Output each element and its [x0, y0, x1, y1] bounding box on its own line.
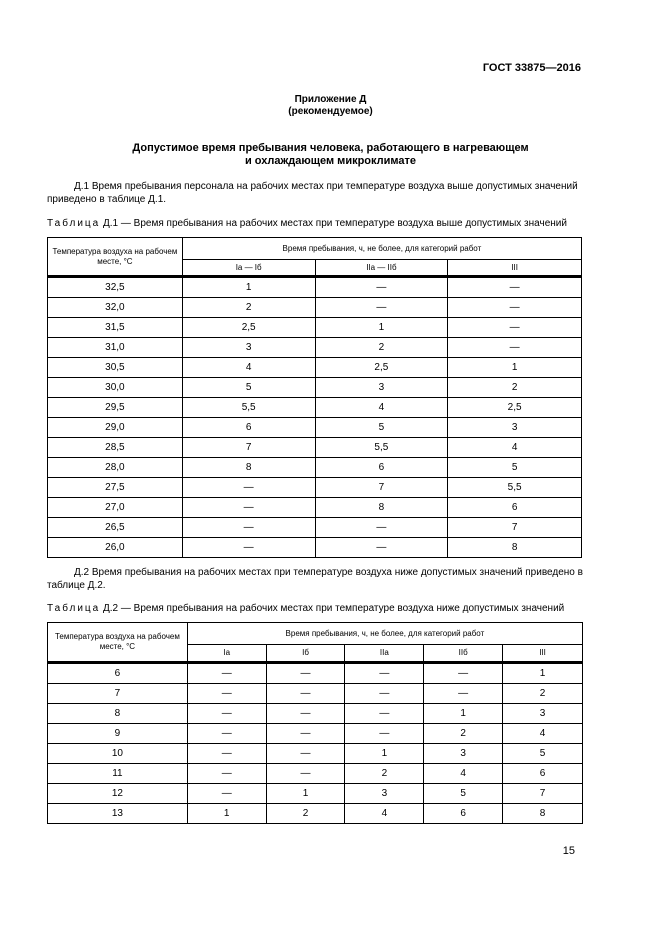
duration-cell: 7	[182, 438, 315, 458]
duration-cell: 6	[503, 764, 583, 784]
duration-cell: 3	[182, 338, 315, 358]
duration-cell: —	[315, 518, 448, 538]
table1-cat-2: IIа — IIб	[315, 260, 448, 277]
table2-cat-5: III	[503, 645, 583, 663]
table-row	[48, 438, 582, 458]
temperature-cell: 27,0	[48, 498, 183, 518]
duration-cell: 3	[315, 378, 448, 398]
temperature-cell: 11	[48, 764, 188, 784]
table1-caption-label: Таблица	[47, 218, 101, 229]
table2-cat-4: IIб	[424, 645, 503, 663]
duration-cell: —	[182, 538, 315, 558]
duration-cell: 3	[345, 784, 424, 804]
duration-cell: —	[448, 298, 582, 318]
duration-cell: 8	[448, 538, 582, 558]
table-row	[48, 684, 583, 704]
table2-cat-3: IIа	[345, 645, 424, 663]
duration-cell: —	[345, 663, 424, 684]
duration-cell: 1	[266, 784, 345, 804]
page-number: 15	[562, 845, 575, 857]
temperature-cell: 7	[48, 684, 188, 704]
duration-cell: 5	[182, 378, 315, 398]
temperature-cell: 6	[48, 663, 188, 684]
duration-cell: —	[448, 338, 582, 358]
duration-cell: 1	[315, 318, 448, 338]
duration-cell: —	[345, 684, 424, 704]
temperature-cell: 26,0	[48, 538, 183, 558]
duration-cell: —	[182, 518, 315, 538]
section-title-line2: и охлаждающем микроклимате	[244, 155, 417, 167]
temperature-cell: 29,5	[48, 398, 183, 418]
table1-body	[48, 277, 582, 558]
duration-cell: —	[266, 663, 345, 684]
standard-number: ГОСТ 33875—2016	[482, 62, 581, 74]
table-row	[48, 318, 582, 338]
duration-cell: —	[187, 764, 266, 784]
table-row	[48, 724, 583, 744]
duration-cell: —	[266, 764, 345, 784]
duration-cell: 6	[182, 418, 315, 438]
duration-cell: —	[315, 277, 448, 298]
duration-cell: 4	[448, 438, 582, 458]
duration-cell: 1	[345, 744, 424, 764]
duration-cell: —	[266, 684, 345, 704]
table-row	[48, 378, 582, 398]
table-row	[48, 498, 582, 518]
appendix-heading	[0, 94, 661, 118]
duration-cell: 3	[503, 704, 583, 724]
duration-cell: 2	[448, 378, 582, 398]
table-d1	[47, 237, 582, 558]
table-row	[48, 784, 583, 804]
table1-header-temp: Температура воздуха на рабочем месте, °С	[48, 238, 183, 277]
temperature-cell: 32,0	[48, 298, 183, 318]
duration-cell: 7	[503, 784, 583, 804]
temperature-cell: 10	[48, 744, 188, 764]
table-row	[48, 398, 582, 418]
table-row	[48, 358, 582, 378]
temperature-cell: 31,5	[48, 318, 183, 338]
table1-cat-3: III	[448, 260, 582, 277]
temperature-cell: 8	[48, 704, 188, 724]
table-row	[48, 478, 582, 498]
table2-caption-text: Д.2 — Время пребывания на рабочих местах при температуре воздуха ниже допустимых значений	[100, 603, 565, 614]
table-row	[48, 744, 583, 764]
duration-cell: 8	[315, 498, 448, 518]
table2-header-time: Время пребывания, ч, не более, для категорий работ	[187, 623, 582, 645]
duration-cell: —	[315, 538, 448, 558]
duration-cell: 5	[424, 784, 503, 804]
duration-cell: 5,5	[448, 478, 582, 498]
duration-cell: —	[448, 277, 582, 298]
duration-cell: 6	[448, 498, 582, 518]
table-row	[48, 458, 582, 478]
duration-cell: —	[187, 784, 266, 804]
duration-cell: —	[266, 744, 345, 764]
table1-caption	[47, 218, 567, 229]
table-row	[48, 298, 582, 318]
duration-cell: —	[187, 704, 266, 724]
duration-cell: 4	[182, 358, 315, 378]
duration-cell: —	[345, 724, 424, 744]
section-title-line1: Допустимое время пребывания человека, работающего в нагревающем	[132, 142, 529, 154]
table1-cat-1: Iа — Iб	[182, 260, 315, 277]
appendix-title: Приложение Д	[294, 94, 367, 105]
table-row	[48, 518, 582, 538]
duration-cell: 4	[424, 764, 503, 784]
temperature-cell: 9	[48, 724, 188, 744]
duration-cell: 3	[424, 744, 503, 764]
duration-cell: 4	[345, 804, 424, 824]
temperature-cell: 30,5	[48, 358, 183, 378]
duration-cell: 5,5	[315, 438, 448, 458]
temperature-cell: 13	[48, 804, 188, 824]
duration-cell: 1	[448, 358, 582, 378]
duration-cell: —	[266, 704, 345, 724]
duration-cell: 5	[315, 418, 448, 438]
temperature-cell: 12	[48, 784, 188, 804]
table2-cat-1: Iа	[187, 645, 266, 663]
duration-cell: —	[187, 744, 266, 764]
duration-cell: —	[187, 684, 266, 704]
duration-cell: 4	[315, 398, 448, 418]
duration-cell: 6	[424, 804, 503, 824]
table-row	[48, 704, 583, 724]
temperature-cell: 28,0	[48, 458, 183, 478]
duration-cell: 2	[182, 298, 315, 318]
table-row	[48, 338, 582, 358]
table-row	[48, 277, 582, 298]
temperature-cell: 31,0	[48, 338, 183, 358]
table-d2	[47, 622, 583, 824]
duration-cell: 1	[503, 663, 583, 684]
duration-cell: 5,5	[182, 398, 315, 418]
duration-cell: 8	[182, 458, 315, 478]
temperature-cell: 27,5	[48, 478, 183, 498]
duration-cell: 8	[503, 804, 583, 824]
duration-cell: 1	[424, 704, 503, 724]
duration-cell: 3	[448, 418, 582, 438]
table-row	[48, 663, 583, 684]
temperature-cell: 26,5	[48, 518, 183, 538]
duration-cell: —	[424, 684, 503, 704]
duration-cell: 2,5	[315, 358, 448, 378]
duration-cell: 2,5	[448, 398, 582, 418]
duration-cell: 2,5	[182, 318, 315, 338]
table2-caption	[47, 603, 564, 614]
duration-cell: 1	[182, 277, 315, 298]
duration-cell: 5	[448, 458, 582, 478]
duration-cell: —	[345, 704, 424, 724]
duration-cell: 2	[315, 338, 448, 358]
temperature-cell: 29,0	[48, 418, 183, 438]
temperature-cell: 30,0	[48, 378, 183, 398]
duration-cell: 1	[187, 804, 266, 824]
duration-cell: —	[315, 298, 448, 318]
duration-cell: 6	[315, 458, 448, 478]
duration-cell: —	[424, 663, 503, 684]
duration-cell: 2	[345, 764, 424, 784]
temperature-cell: 32,5	[48, 277, 183, 298]
table2-cat-2: Iб	[266, 645, 345, 663]
duration-cell: —	[182, 478, 315, 498]
table-row	[48, 538, 582, 558]
table2-caption-label: Таблица	[47, 603, 101, 614]
paragraph-d2: Д.2 Время пребывания на рабочих местах при температуре воздуха ниже допустимых значений приведено в таблице Д.2.	[47, 567, 583, 591]
table-row	[48, 764, 583, 784]
duration-cell: 4	[503, 724, 583, 744]
duration-cell: 7	[448, 518, 582, 538]
duration-cell: 2	[266, 804, 345, 824]
duration-cell: —	[182, 498, 315, 518]
duration-cell: —	[448, 318, 582, 338]
duration-cell: 2	[424, 724, 503, 744]
duration-cell: —	[187, 724, 266, 744]
paragraph-d1: Д.1 Время пребывания персонала на рабочих местах при температуре воздуха выше допустимых значений приведено в таблице Д.1.	[47, 181, 578, 205]
duration-cell: —	[266, 724, 345, 744]
duration-cell: 2	[503, 684, 583, 704]
section-title	[0, 142, 661, 168]
appendix-status: (рекомендуемое)	[288, 106, 373, 117]
table-row	[48, 804, 583, 824]
duration-cell: —	[187, 663, 266, 684]
duration-cell: 5	[503, 744, 583, 764]
table1-header-time: Время пребывания, ч, не более, для категорий работ	[182, 238, 581, 260]
table-row	[48, 418, 582, 438]
table1-caption-text: Д.1 — Время пребывания на рабочих местах при температуре воздуха выше допустимых значений	[100, 218, 567, 229]
duration-cell: 7	[315, 478, 448, 498]
table2-header-temp: Температура воздуха на рабочем месте, °С	[48, 623, 188, 663]
temperature-cell: 28,5	[48, 438, 183, 458]
table2-body	[48, 663, 583, 824]
